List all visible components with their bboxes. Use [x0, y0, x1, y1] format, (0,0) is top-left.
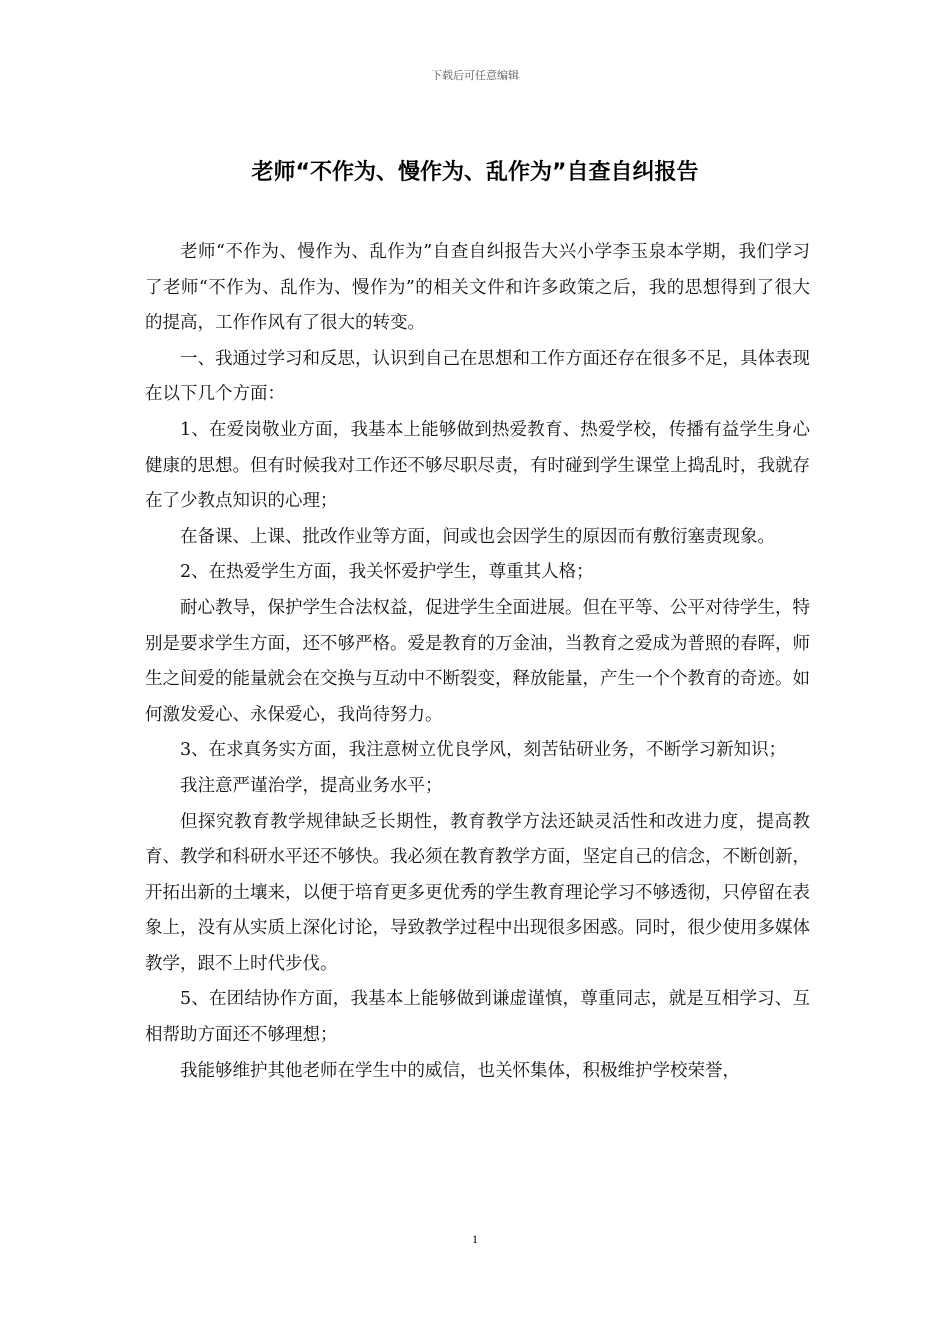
paragraph: 5、在团结协作方面，我基本上能够做到谦虚谨慎，尊重同志，就是互相学习、互相帮助方面还不够理想；: [145, 989, 810, 1046]
paragraph: 我注意严谨治学，提高业务水平；: [180, 775, 443, 796]
paragraph: 在备课、上课、批改作业等方面，间或也会因学生的原因而有敷衍塞责现象。: [180, 526, 775, 547]
document-body: [145, 235, 810, 1089]
paragraph: 耐心教导，保护学生合法权益，促进学生全面进展。但在平等、公平对待学生，特别是要求学生方面，还不够严格。爱是教育的万金油，当教育之爱成为普照的春晖，师生之间爱的能量就会在交换与互动中不断裂变，释放能量，产生一个个教育的奇迹。如何激发爱心、永保爱心，我尚待努力。: [145, 597, 810, 725]
paragraph: 我能够维护其他老师在学生中的威信，也关怀集体，积极维护学校荣誉，: [180, 1060, 740, 1081]
paragraph: 但探究教育教学规律缺乏长期性，教育教学方法还缺灵活性和改进力度，提高教育、教学和科研水平还不够快。我必须在教育教学方面，坚定自己的信念，不断创新，开拓出新的土壤来，以便于培育更多更优秀的学生教育理论学习不够透彻，只停留在表象上，没有从实质上深化讨论，导致教学过程中出现很多困惑。同时，很少使用多媒体教学，跟不上时代步伐。: [145, 811, 810, 974]
paragraph: 3、在求真务实方面，我注意树立优良学风，刻苦钻研业务，不断学习新知识；: [180, 740, 787, 761]
page-number: 1: [472, 1232, 478, 1246]
paragraph: 一、我通过学习和反思，认识到自己在思想和工作方面还存在很多不足，具体表现在以下几个方面：: [145, 348, 810, 405]
header-note: 下载后可任意编辑: [431, 69, 519, 82]
paragraph: 老师“不作为、慢作为、乱作为”自查自纠报告大兴小学李玉泉本学期，我们学习了老师“不作为、乱作为、慢作为”的相关文件和许多政策之后，我的思想得到了很大的提高，工作作风有了很大的转变。: [145, 242, 810, 334]
paragraph: 2、在热爱学生方面，我关怀爱护学生，尊重其人格；: [180, 562, 594, 583]
page-title: 老师“不作为、慢作为、乱作为”自查自纠报告: [251, 160, 699, 185]
paragraph: 1、在爱岗敬业方面，我基本上能够做到热爱教育、热爱学校，传播有益学生身心健康的思想。但有时候我对工作还不够尽职尽责，有时碰到学生课堂上捣乱时，我就存在了少教点知识的心理；: [145, 419, 810, 512]
